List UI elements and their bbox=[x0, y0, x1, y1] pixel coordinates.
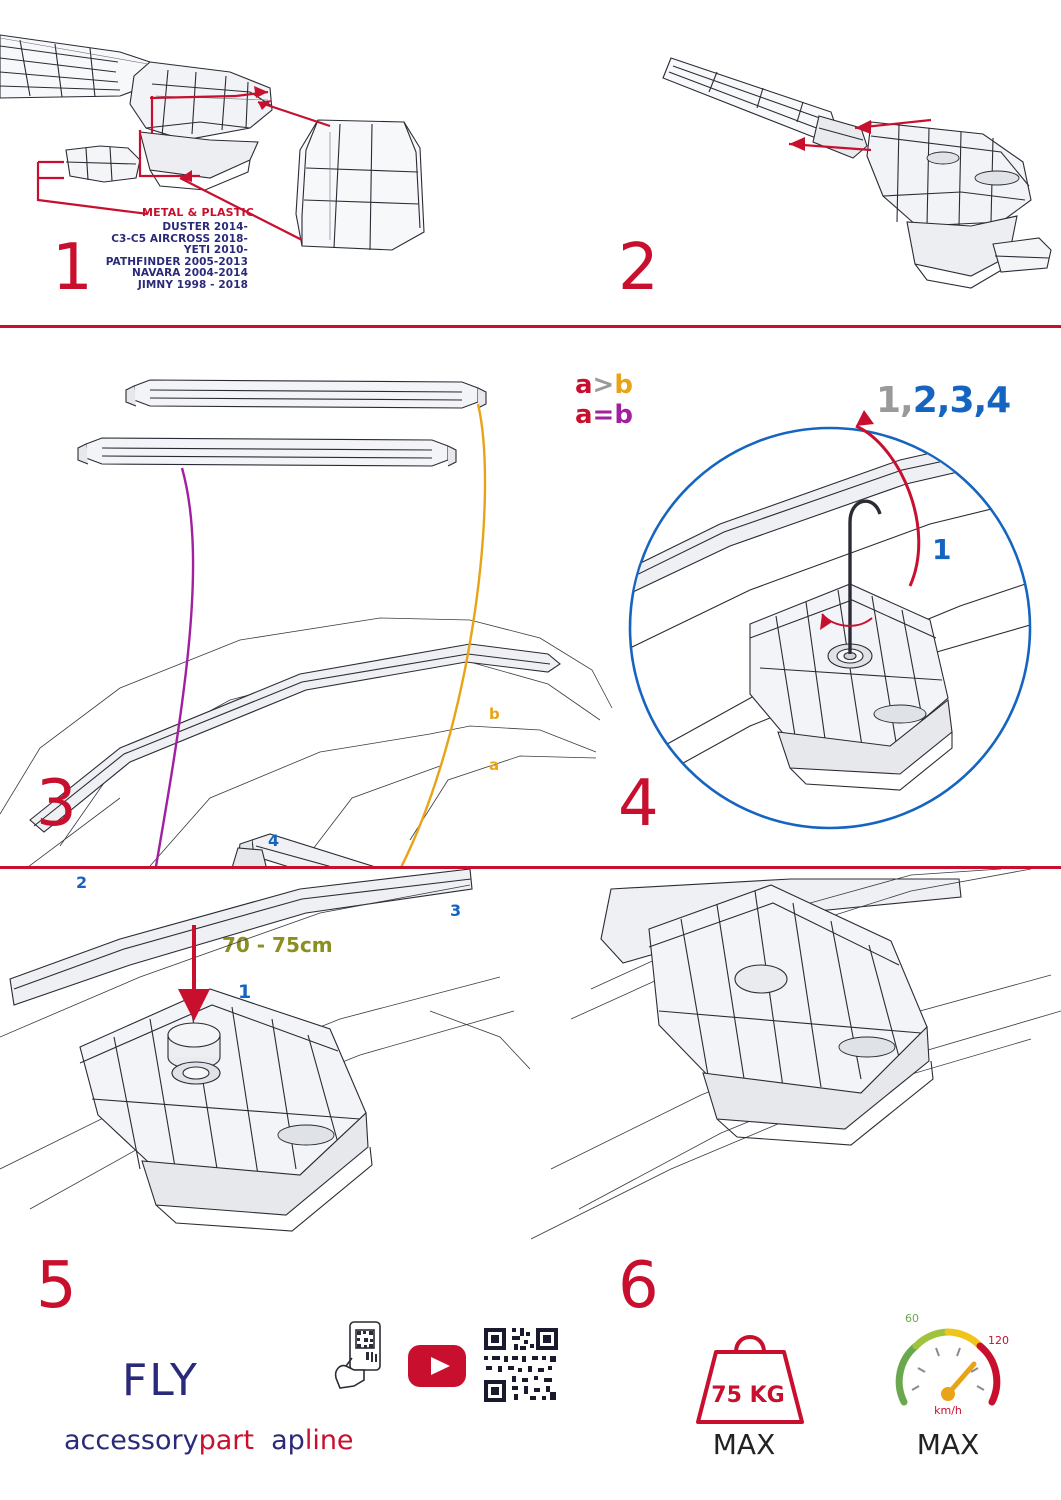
legend-b-2: b bbox=[614, 400, 633, 430]
bar-number-1: 1 bbox=[238, 981, 252, 1003]
vehicle-item: C3-C5 AIRCROSS 2018- bbox=[111, 232, 248, 245]
vehicle-item: JIMNY 1998 - 2018 bbox=[137, 278, 248, 291]
weight-limit-icon bbox=[690, 1318, 810, 1428]
legend-operator-gt: > bbox=[592, 370, 615, 400]
vehicle-item: DUSTER 2014- bbox=[162, 221, 248, 233]
vehicle-list bbox=[0, 222, 248, 291]
legend-operator-eq: = bbox=[592, 400, 615, 430]
legend-b: b bbox=[614, 370, 633, 400]
step-5-illustration bbox=[0, 869, 530, 1249]
legend-a-2: a bbox=[575, 400, 593, 430]
brand-fly: FLY bbox=[122, 1355, 199, 1406]
step-3-illustration bbox=[0, 328, 620, 1003]
brand-ap: ap bbox=[271, 1425, 305, 1456]
brand-accessory: accessory bbox=[64, 1425, 199, 1456]
youtube-icon[interactable] bbox=[408, 1345, 466, 1387]
speed-max-label: MAX bbox=[916, 1428, 980, 1461]
vehicle-item: NAVARA 2004-2014 bbox=[131, 267, 248, 279]
step-2-illustration bbox=[531, 0, 1061, 325]
bar-number-2: 2 bbox=[76, 873, 88, 892]
label-b-top: b bbox=[489, 705, 500, 723]
sequence-grey: 1, bbox=[876, 380, 913, 421]
step-number-3: 3 bbox=[36, 767, 75, 841]
weight-value: 75 KG bbox=[711, 1383, 785, 1408]
phone-qr-scan-icon bbox=[330, 1318, 390, 1396]
step-number-4: 4 bbox=[618, 767, 657, 841]
legend-a: a bbox=[575, 370, 593, 400]
step-6-illustration bbox=[531, 869, 1061, 1249]
step-number-5: 5 bbox=[36, 1249, 75, 1323]
sequence-label bbox=[876, 380, 1010, 421]
speed-max-tick: 120 bbox=[988, 1334, 1009, 1347]
speed-limit-icon bbox=[888, 1316, 1008, 1416]
speed-unit: km/h bbox=[934, 1404, 962, 1417]
qr-code-icon[interactable] bbox=[480, 1324, 562, 1406]
weight-max-label: MAX bbox=[712, 1428, 776, 1461]
sequence-blue: 2,3,4 bbox=[912, 380, 1011, 421]
label-a-top: a bbox=[489, 756, 500, 774]
vehicle-item: YETI 2010- bbox=[183, 244, 248, 256]
vehicle-item: PATHFINDER 2005-2013 bbox=[105, 255, 248, 268]
brand-tagline bbox=[64, 1425, 354, 1456]
distance-label: 70 - 75cm bbox=[222, 933, 333, 957]
brand-lineword: line bbox=[304, 1425, 354, 1456]
material-label: METAL & PLASTIC bbox=[142, 206, 255, 219]
speed-min-tick: 60 bbox=[905, 1312, 919, 1325]
brand-part: part bbox=[198, 1425, 254, 1456]
bar-number-3: 3 bbox=[450, 901, 462, 920]
step-number-6: 6 bbox=[618, 1249, 657, 1323]
bar-number-4: 4 bbox=[268, 831, 280, 850]
step-number-1: 1 bbox=[52, 231, 91, 305]
callout-number-1: 1 bbox=[932, 533, 952, 566]
step-number-2: 2 bbox=[618, 231, 657, 305]
